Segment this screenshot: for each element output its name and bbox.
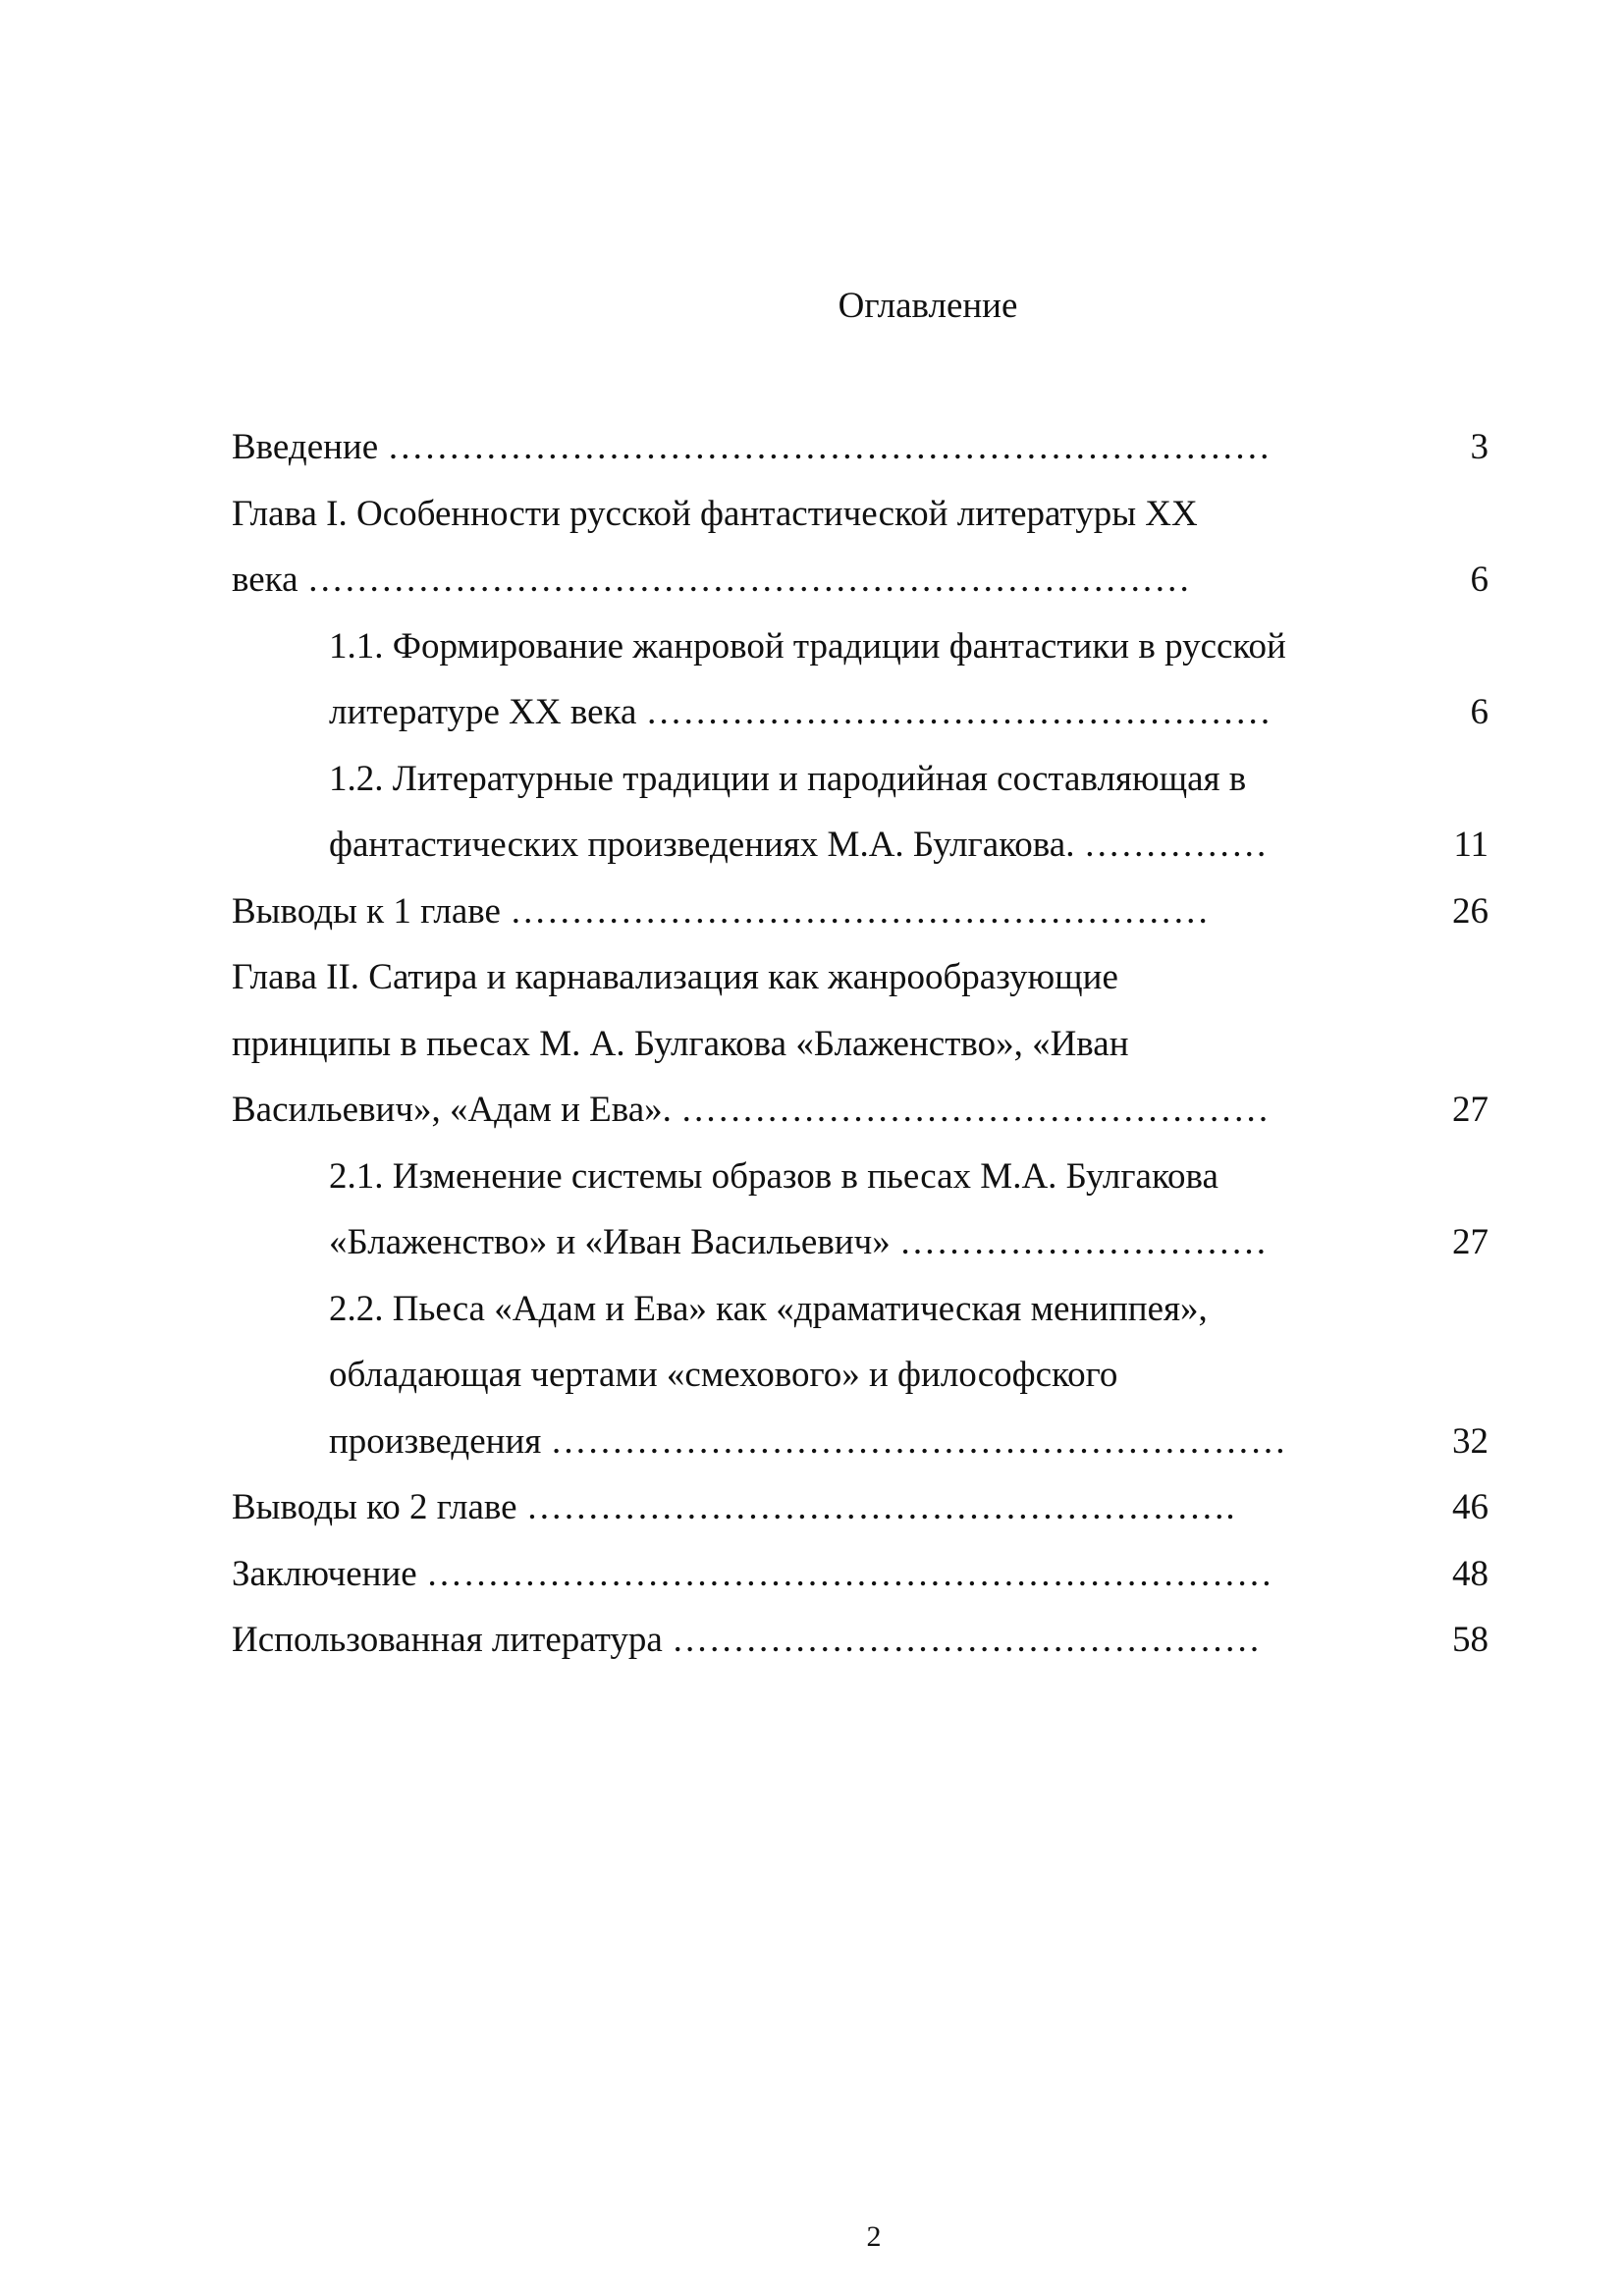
toc-leader-dots: …………………………………………	[672, 1620, 1262, 1660]
toc-leader-dots: ……………………………………………………	[550, 1420, 1287, 1462]
toc-entry	[232, 879, 1489, 945]
toc-entry-text: «Блаженство» и «Иван Васильевич»	[329, 1222, 891, 1262]
toc-entry-line: 1.1. Формирование жанровой традиции фантастики в русской	[329, 625, 1286, 667]
toc-leader-dots: …………………………………………………	[510, 890, 1210, 932]
toc-entry	[329, 746, 1489, 879]
toc-entry-last-line	[329, 679, 1489, 746]
toc-entry-text: Васильевич», «Адам и Ева».	[232, 1090, 672, 1130]
toc-page-number: 27	[1452, 1222, 1489, 1262]
toc-title: Оглавление	[838, 286, 1018, 326]
toc-entry-last-line	[232, 1077, 1489, 1144]
toc-entry-line: 2.1. Изменение системы образов в пьесах М.А. Булгакова	[329, 1155, 1218, 1197]
toc-leader-dots: ……………………………………………………………	[425, 1553, 1273, 1594]
toc-entry-last-line	[232, 547, 1489, 614]
toc-leader-dots: ………………………………………………………………	[387, 427, 1272, 467]
toc-entry-line: обладающая чертами «смехового» и философского	[329, 1355, 1118, 1395]
toc-entry-last-line	[232, 414, 1489, 481]
toc-entry-text: литературе XX века	[329, 692, 637, 732]
toc-page-number: 27	[1452, 1090, 1489, 1130]
toc-entry	[329, 614, 1489, 746]
table-of-contents	[232, 414, 1489, 1674]
toc-entry-text: Выводы к 1 главе	[232, 890, 501, 932]
toc-entry-text: Введение	[232, 427, 379, 467]
toc-entry-text: Использованная литература	[232, 1620, 663, 1660]
toc-entry-last-line	[232, 879, 1489, 945]
toc-leader-dots: …………………………………………	[680, 1090, 1271, 1130]
toc-entry-text: Выводы ко 2 главе	[232, 1487, 517, 1527]
toc-entry-line: 1.2. Литературные традиции и пародийная составляющая в	[329, 758, 1247, 799]
toc-entry-last-line	[329, 812, 1489, 879]
toc-page-number: 6	[1470, 560, 1489, 600]
toc-entry-last-line	[232, 1474, 1489, 1541]
toc-leader-dots: …………………………	[898, 1222, 1268, 1262]
toc-entry-last-line	[232, 1607, 1489, 1674]
toc-entry-text: Заключение	[232, 1553, 417, 1594]
toc-entry-text: века	[232, 560, 298, 600]
toc-page-number: 3	[1470, 427, 1489, 467]
toc-entry	[232, 1474, 1489, 1541]
toc-entry-last-line	[329, 1409, 1489, 1475]
toc-entry	[232, 1541, 1489, 1608]
toc-page-number: 48	[1452, 1553, 1489, 1594]
toc-entry-line: Глава II. Сатира и карнавализация как жанрообразующие	[232, 957, 1118, 997]
toc-entry	[329, 1276, 1489, 1475]
toc-leader-dots: ………………………………………………….	[525, 1487, 1236, 1527]
toc-leader-dots: ………………………………………………………………	[306, 560, 1191, 600]
toc-page-number: 11	[1453, 825, 1489, 865]
toc-entry	[232, 414, 1489, 481]
toc-entry-last-line	[329, 1209, 1489, 1276]
toc-entry	[232, 481, 1489, 614]
toc-page-number: 32	[1452, 1420, 1489, 1462]
toc-entry	[232, 1607, 1489, 1674]
toc-leader-dots: ……………	[1083, 825, 1269, 865]
toc-page-number: 58	[1452, 1620, 1489, 1660]
toc-leader-dots: ……………………………………………	[645, 692, 1272, 732]
toc-entry-line: 2.2. Пьеса «Адам и Ева» как «драматическая мениппея»,	[329, 1288, 1208, 1329]
page-number: 2	[866, 2220, 882, 2253]
toc-entry-last-line	[232, 1541, 1489, 1608]
toc-entry-text: произведения	[329, 1420, 542, 1462]
toc-entry-line: принципы в пьесах М. А. Булгакова «Блаженство», «Иван	[232, 1023, 1129, 1064]
toc-entry-line: Глава I. Особенности русской фантастической литературы XX	[232, 493, 1198, 534]
toc-page-number: 6	[1470, 692, 1489, 732]
toc-entry	[329, 1144, 1489, 1276]
toc-entry-text: фантастических произведениях М.А. Булгакова.	[329, 825, 1075, 865]
toc-page-number: 46	[1452, 1487, 1489, 1527]
toc-page-number: 26	[1452, 890, 1489, 932]
toc-entry	[232, 944, 1489, 1144]
